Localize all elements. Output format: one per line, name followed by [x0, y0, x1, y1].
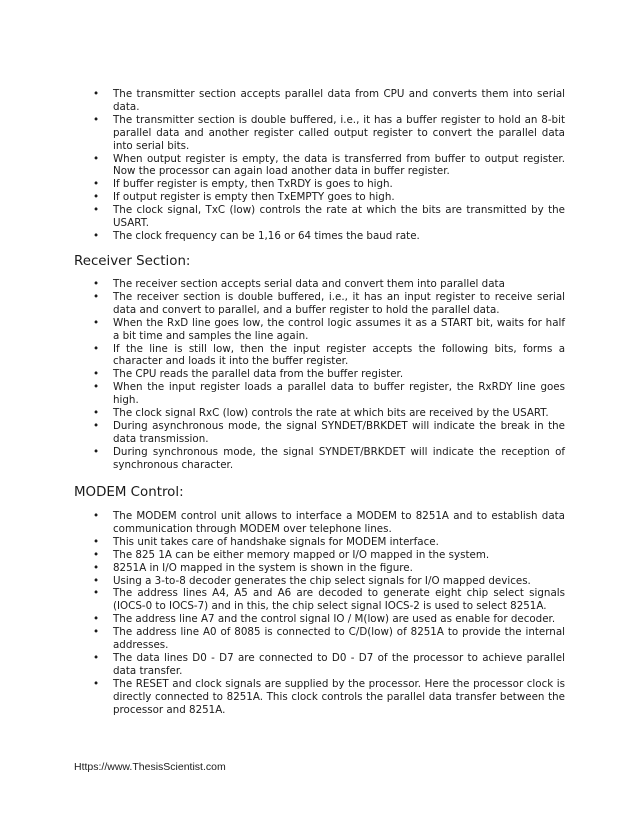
list-item: • When the input register loads a parallel data to buffer register, the RxRDY line goes high.	[93, 381, 565, 407]
modem-control-heading: MODEM Control:	[74, 485, 184, 500]
list-item: • The receiver section accepts serial data and convert them into parallel data	[93, 278, 565, 291]
list-item: • The MODEM control unit allows to interface a MODEM to 8251A and to establish data communication through MODEM over telephone lines.	[93, 510, 565, 536]
list-item: • The clock signal RxC (low) controls the rate at which bits are received by the USART.	[93, 407, 565, 420]
list-item: • This unit takes care of handshake signals for MODEM interface.	[93, 536, 565, 549]
list-item: • The clock frequency can be 1,16 or 64 times the baud rate.	[93, 230, 565, 243]
list-item: • During synchronous mode, the signal SYNDET/BRKDET will indicate the reception of synchronous character.	[93, 446, 565, 472]
list-item: • The clock signal, TxC (low) controls the rate at which the bits are transmitted by the USART.	[93, 204, 565, 230]
list-item: • If the line is still low, then the input register accepts the following bits, forms a character and loads it into the buffer register.	[93, 343, 565, 369]
list-item: • The receiver section is double buffered, i.e., it has an input register to receive serial data and convert to parallel, and a buffer register to hold the parallel data.	[93, 291, 565, 317]
list-item: • When the RxD line goes low, the control logic assumes it as a START bit, waits for half a bit time and samples the line again.	[93, 317, 565, 343]
list-item: • When output register is empty, the data is transferred from buffer to output register. Now the processor can again load another data in buffer register.	[93, 153, 565, 179]
receiver-section-heading: Receiver Section:	[74, 254, 191, 269]
list-item: • The data lines D0 - D7 are connected to D0 - D7 of the processor to achieve parallel data transfer.	[93, 652, 565, 678]
list-item: • The transmitter section is double buffered, i.e., it has a buffer register to hold an 8-bit parallel data and another register called output register to convert the parallel data into serial bits.	[93, 114, 565, 153]
list-item: • The address line A7 and the control signal IO / M(low) are used as enable for decoder.	[93, 613, 565, 626]
list-item: • 8251A in I/O mapped in the system is shown in the figure.	[93, 562, 565, 575]
list-item: • During asynchronous mode, the signal SYNDET/BRKDET will indicate the break in the data transmission.	[93, 420, 565, 446]
list-item: • The address lines A4, A5 and A6 are decoded to generate eight chip select signals (IOCS-0 to IOCS-7) and in this, the chip select signal IOCS-2 is used to select 8251A.	[93, 587, 565, 613]
list-item: • The RESET and clock signals are supplied by the processor. Here the processor clock is directly connected to 8251A. This clock controls the parallel data transfer between the processor and 8251A.	[93, 678, 565, 717]
list-item: • Using a 3-to-8 decoder generates the chip select signals for I/O mapped devices.	[93, 575, 565, 588]
list-item: • The CPU reads the parallel data from the buffer register.	[93, 368, 565, 381]
list-item: • If buffer register is empty, then TxRDY is goes to high.	[93, 178, 565, 191]
footer-url: Https://www.ThesisScientist.com	[74, 761, 226, 773]
list-item: • The address line A0 of 8085 is connected to C/D(low) of 8251A to provide the internal addresses.	[93, 626, 565, 652]
modem-list	[93, 510, 565, 717]
list-item: • The transmitter section accepts parallel data from CPU and converts them into serial data.	[93, 88, 565, 114]
list-item: • If output register is empty then TxEMPTY goes to high.	[93, 191, 565, 204]
receiver-list	[93, 278, 565, 472]
transmitter-list	[93, 88, 565, 243]
list-item: • The 825 1A can be either memory mapped or I/O mapped in the system.	[93, 549, 565, 562]
